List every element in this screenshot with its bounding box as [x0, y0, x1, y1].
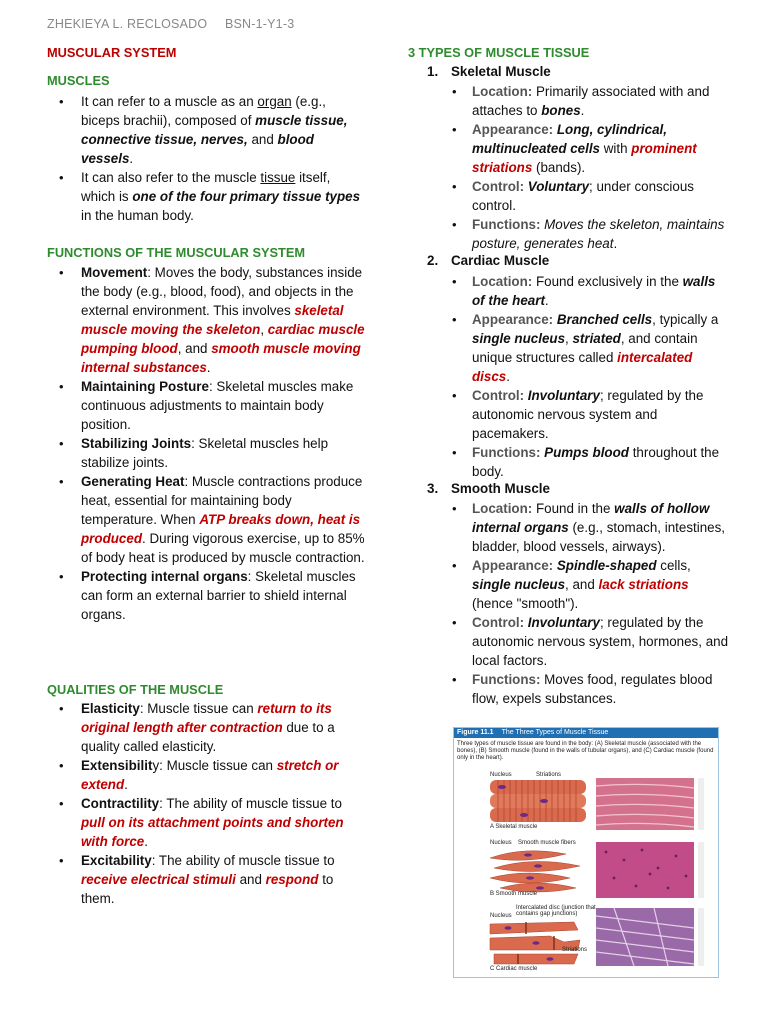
figure-illustration — [454, 728, 718, 977]
functions-heading: FUNCTIONS OF THE MUSCULAR SYSTEM — [47, 245, 306, 260]
label-smooth: B Smooth muscle — [490, 891, 538, 897]
list-item: • Control: Voluntary; under conscious control. — [448, 177, 730, 215]
list-item: • Protecting internal organs: Skeletal muscles can form an external barrier to shield internal organs. — [47, 567, 367, 624]
list-item: • Functions: Moves the skeleton, maintains posture, generates heat. — [448, 215, 730, 253]
label-nucleus-c: Nucleus — [490, 913, 512, 919]
label-striations-c: Striations — [562, 947, 588, 953]
list-item: • Appearance: Long, cylindrical, multinucleated cells with prominent striations (bands). — [448, 120, 730, 177]
list-item: • Excitability: The ability of muscle tissue to receive electrical stimuli and respond to them. — [47, 851, 367, 908]
smooth-heading: 3. Smooth Muscle — [427, 481, 550, 496]
label-skeletal: A Skeletal muscle — [490, 824, 538, 830]
smooth-drawing — [490, 851, 580, 892]
list-item: • It can also refer to the muscle tissue itself, which is one of the four primary tissue types in the human body. — [47, 168, 367, 225]
smooth-list — [448, 499, 730, 708]
types-heading: 3 TYPES OF MUSCLE TISSUE — [408, 45, 590, 60]
figure-caption: Three types of muscle tissue are found in the body: (A) Skeletal muscle (associated with the bones), (B) Smooth muscle (found in the walls of tubular organs), and (C) Cardiac muscle (found only in the heart). — [457, 741, 714, 761]
list-item: • Extensibility: Muscle tissue can stretch or extend. — [47, 756, 367, 794]
list-item: • Control: Involuntary; regulated by the autonomic nervous system and pacemakers. — [448, 386, 730, 443]
cardiac-heading: 2. Cardiac Muscle — [427, 253, 550, 268]
list-item: • Location: Found in the walls of hollow internal organs (e.g., stomach, intestines, bladder, blood vessels, airways). — [448, 499, 730, 556]
muscles-list — [47, 92, 367, 225]
label-smooth-fibers: Smooth muscle fibers — [518, 840, 576, 846]
list-item: • Functions: Pumps blood throughout the body. — [448, 443, 730, 481]
list-item: • Maintaining Posture: Skeletal muscles make continuous adjustments to maintain body position. — [47, 377, 367, 434]
muscles-heading: MUSCLES — [47, 73, 110, 88]
list-item: • Location: Found exclusively in the walls of the heart. — [448, 272, 730, 310]
skeletal-heading: 1. Skeletal Muscle — [427, 64, 551, 79]
label-cardiac: C Cardiac muscle — [490, 966, 538, 972]
page-header — [47, 17, 308, 31]
list-item: • Location: Primarily associated with and attaches to bones. — [448, 82, 730, 120]
list-item: • Appearance: Branched cells, typically a single nucleus, striated, and contain unique structures called intercalated discs. — [448, 310, 730, 386]
class-section: BSN-1-Y1-3 — [224, 17, 295, 31]
cardiac-list — [448, 272, 730, 481]
list-item: • Appearance: Spindle-shaped cells, single nucleus, and lack striations (hence "smooth"). — [448, 556, 730, 613]
list-item: • Functions: Moves food, regulates blood flow, expels substances. — [448, 670, 730, 708]
label-nucleus-b: Nucleus — [490, 840, 512, 846]
list-item: • Contractility: The ability of muscle tissue to pull on its attachment points and shorten with force. — [47, 794, 367, 851]
list-item: • Stabilizing Joints: Skeletal muscles help stabilize joints. — [47, 434, 367, 472]
muscle-tissue-figure — [453, 727, 719, 978]
list-item: • It can refer to a muscle as an organ (e.g., biceps brachii), composed of muscle tissue, connective tissue, nerves, and blood vessels. — [47, 92, 367, 168]
qualities-list — [47, 699, 367, 908]
list-item: • Generating Heat: Muscle contractions produce heat, essential for maintaining body temperature. When ATP breaks down, heat is produced. During vigorous exercise, up to 85% of body heat is produced by muscle contraction. — [47, 472, 367, 567]
qualities-heading: QUALITIES OF THE MUSCLE — [47, 682, 224, 697]
functions-list — [47, 263, 367, 624]
list-item: • Elasticity: Muscle tissue can return to its original length after contraction due to a quality called elasticity. — [47, 699, 367, 756]
label-intercalated-disc: Intercalated disc (junction that contains gap junctions) — [516, 905, 596, 917]
skeletal-list — [448, 82, 730, 253]
author-name: ZHEKIEYA L. RECLOSADO — [47, 17, 208, 31]
doc-title: MUSCULAR SYSTEM — [47, 45, 177, 60]
label-nucleus-a: Nucleus — [490, 772, 512, 778]
figure-title-bar: Figure 11.1 The Three Types of Muscle Tissue — [454, 728, 718, 738]
skeletal-drawing — [490, 780, 586, 822]
list-item: • Control: Involuntary; regulated by the autonomic nervous system, hormones, and local factors. — [448, 613, 730, 670]
label-striations-a: Striations — [536, 772, 562, 778]
list-item: • Movement: Moves the body, substances inside the body (e.g., blood, food), and objects in the external environment. This involves skeletal muscle moving the skeleton, cardiac muscle pumping blood, and smooth muscle moving internal substances. — [47, 263, 367, 377]
